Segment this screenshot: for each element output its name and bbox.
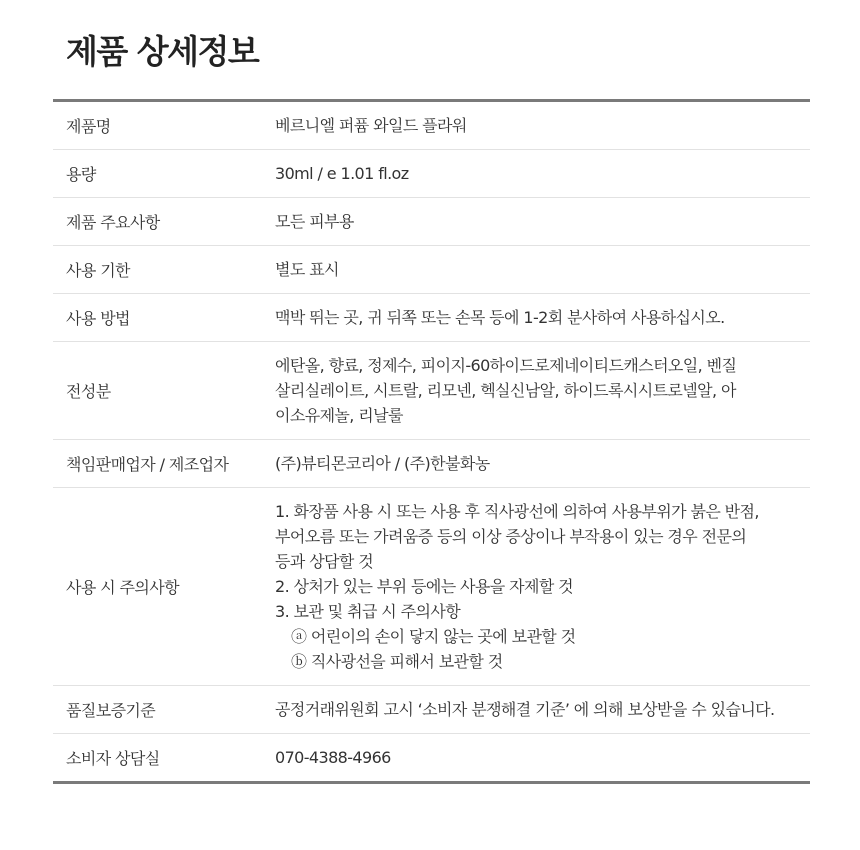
spec-value-line: 살리실레이트, 시트랄, 리모넨, 헥실신남알, 하이드록시시트로넬알, 아 <box>275 381 736 400</box>
spec-label: 품질보증기준 <box>66 701 156 720</box>
spec-row-expiry <box>53 246 810 294</box>
spec-value-line: (주)뷰티몬코리아 / (주)한불화농 <box>275 454 490 473</box>
spec-row-customer-service <box>53 734 810 781</box>
spec-value <box>275 257 810 282</box>
spec-label: 전성분 <box>66 382 111 401</box>
spec-value-line: 등과 상담할 것 <box>275 552 374 571</box>
spec-row-manufacturer <box>53 440 810 488</box>
spec-label: 책임판매업자 / 제조업자 <box>66 455 229 474</box>
spec-value-line: 3. 보관 및 취급 시 주의사항 <box>275 602 461 621</box>
spec-value-line: 1. 화장품 사용 시 또는 사용 후 직사광선에 의하여 사용부위가 붉은 반점, <box>275 502 759 521</box>
spec-row-precautions <box>53 488 810 686</box>
spec-label: 용량 <box>66 165 96 184</box>
page-title: 제품 상세정보 <box>66 32 259 71</box>
spec-value <box>275 499 810 674</box>
spec-value-line: 모든 피부용 <box>275 212 354 231</box>
spec-label: 제품 주요사항 <box>66 213 160 232</box>
spec-row-volume <box>53 150 810 198</box>
spec-row-quality-standard <box>53 686 810 734</box>
spec-value <box>275 451 810 476</box>
spec-value <box>275 353 810 428</box>
spec-value <box>275 113 810 138</box>
spec-row-ingredients <box>53 342 810 440</box>
spec-label: 사용 시 주의사항 <box>66 578 179 597</box>
spec-label: 사용 기한 <box>66 261 130 280</box>
spec-value <box>275 697 810 722</box>
spec-value-line: ⓐ 어린이의 손이 닿지 않는 곳에 보관할 것 <box>291 627 576 646</box>
spec-label: 사용 방법 <box>66 309 130 328</box>
spec-value <box>275 305 810 330</box>
spec-value-line: 이소유제놀, 리날룰 <box>275 406 403 425</box>
spec-value-line: 맥박 뛰는 곳, 귀 뒤쪽 또는 손목 등에 1-2회 분사하여 사용하십시오. <box>275 308 725 327</box>
product-spec-table <box>53 99 810 784</box>
spec-value-line: 30ml / e 1.01 fl.oz <box>275 164 409 183</box>
spec-value-line: 베르니엘 퍼퓸 와일드 플라워 <box>275 116 467 135</box>
spec-value-line: 별도 표시 <box>275 260 339 279</box>
spec-row-usage <box>53 294 810 342</box>
spec-value-line: 부어오름 또는 가려움증 등의 이상 증상이나 부작용이 있는 경우 전문의 <box>275 527 747 546</box>
spec-value <box>275 745 810 770</box>
spec-value-line: 070-4388-4966 <box>275 748 391 767</box>
spec-value-line: ⓑ 직사광선을 피해서 보관할 것 <box>291 652 503 671</box>
spec-row-key-info <box>53 198 810 246</box>
spec-row-product-name <box>53 102 810 150</box>
spec-label: 제품명 <box>66 117 111 136</box>
spec-value-line: 2. 상처가 있는 부위 등에는 사용을 자제할 것 <box>275 577 574 596</box>
spec-value-line: 공정거래위원회 고시 ‘소비자 분쟁해결 기준’ 에 의해 보상받을 수 있습니다. <box>275 700 775 719</box>
spec-label: 소비자 상담실 <box>66 749 160 768</box>
spec-value <box>275 161 810 186</box>
spec-value <box>275 209 810 234</box>
spec-value-line: 에탄올, 향료, 정제수, 피이지-60하이드로제네이티드캐스터오일, 벤질 <box>275 356 737 375</box>
